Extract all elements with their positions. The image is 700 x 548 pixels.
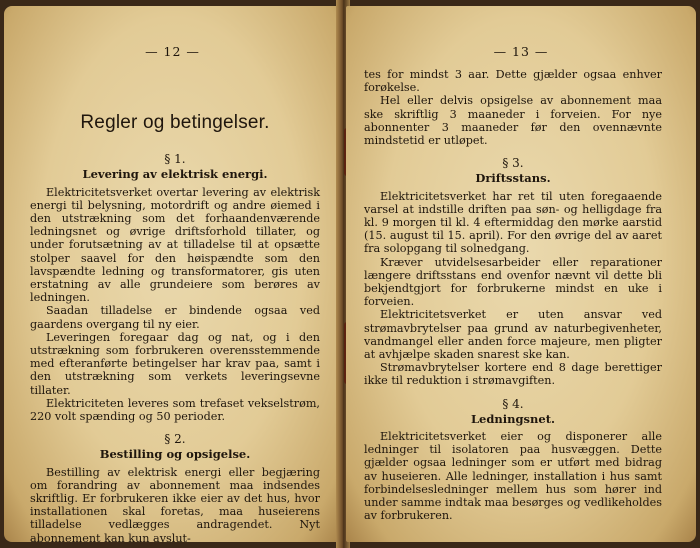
paragraph: Saadan tilladelse er bindende ogsaa ved gaardens overgang til ny eier. [30, 304, 320, 331]
paragraph: Kræver utvidelsesarbeider eller reparationer længere driftsstans end ovenfor nævnt vil dette bli bekjendtgjort for forbrukerne mindst en uke i forveien. [364, 255, 662, 309]
section-mark-2: § 2. [164, 432, 186, 447]
section-heading-bestilling: Bestilling og opsigelse. [99, 447, 251, 462]
paragraph: Strømavbrytelser kortere end 8 dage berettiger ikke til reduktion i strømavgiften. [364, 361, 662, 388]
page-title: Regler og betingelser. [80, 112, 270, 133]
section-mark-4: § 4. [502, 396, 524, 411]
paragraph: Elektricitetsverket har ret til uten foregaaende varsel at indstille driften paa søn- og helligdage fra kl. 9 morgen til kl. 4 eftermiddag den mørke aarstid (15. august til 15. april). For den øvrige del av aaret fra solopgang til solnedgang. [364, 189, 662, 256]
left-page [4, 6, 341, 545]
right-page [346, 6, 696, 542]
section-mark-3: § 3. [502, 156, 524, 171]
paragraph: Bestilling av elektrisk energi eller begjæring om forandring av abonnement maa indsendes skriftlig. Er forbrukeren ikke eier av det hus, hvor installationen skal foretas, maa huseierens tilladelse vedlægges andragendet. Nyt abonnement kan kun avslut- [30, 465, 320, 545]
paragraph: Elektricitetsverket er uten ansvar ved strømavbrytelser paa grund av naturbegivenheter, vandmangel eller anden force majeure, men pligter at avhjælpe skaden snarest ske kan. [364, 308, 662, 362]
section-heading-ledningsnet: Ledningsnet. [470, 411, 556, 426]
left-page-content [30, 112, 320, 545]
paragraph: Elektricitetsverket eier og disponerer alle ledninger til isolatoren paa husvæggen. Dette gjælder ogsaa ledninger som er utført med bidrag av huseieren. Alle ledninger, installation i hus samt forbindelsesledninger mellem hus som hører ind under samme indtak maa besørges og vedlikeholdes av forbrukeren. [364, 430, 662, 523]
paragraph: Leveringen foregaar dag og nat, og i den utstrækning som forbrukeren overensstemmende med efteranførte betingelser har krav paa, samt i den utstrækning som verkets leveringsevne tillater. [30, 330, 320, 397]
section-heading-driftsstans: Driftsstans. [475, 171, 551, 186]
paragraph: Hel eller delvis opsigelse av abonnement maa ske skriftlig 3 maaneder i forveien. For nye abonnenter 3 maaneder før den ovennævnte mindstetid er utløpet. [364, 94, 662, 148]
right-page-content [364, 68, 662, 523]
section-heading-levering: Levering av elektrisk energi. [82, 167, 268, 182]
paragraph-continuation: tes for mindst 3 aar. Dette gjælder ogsaa enhver forøkelse. [364, 68, 662, 95]
page-number-left: — 12 — [145, 44, 200, 59]
paragraph: Elektriciteten leveres som trefaset vekselstrøm, 220 volt spænding og 50 perioder. [30, 396, 320, 424]
paragraph: Elektricitetsverket overtar levering av elektrisk energi til belysning, motordrift og andre øiemed i den utstrækning som det forhaandenværende ledningsnet og øvrige driftsforhold tillater, og under forutsætning av at tilladelse til at opsætte stolper saavel for den høispændte som den lavspændte ledning og transformatorer, gis uten erstatning av alle grundeiere som berøres av ledningen. [30, 185, 320, 305]
section-mark-1: § 1. [164, 152, 186, 167]
page-number-right: — 13 — [493, 44, 549, 59]
